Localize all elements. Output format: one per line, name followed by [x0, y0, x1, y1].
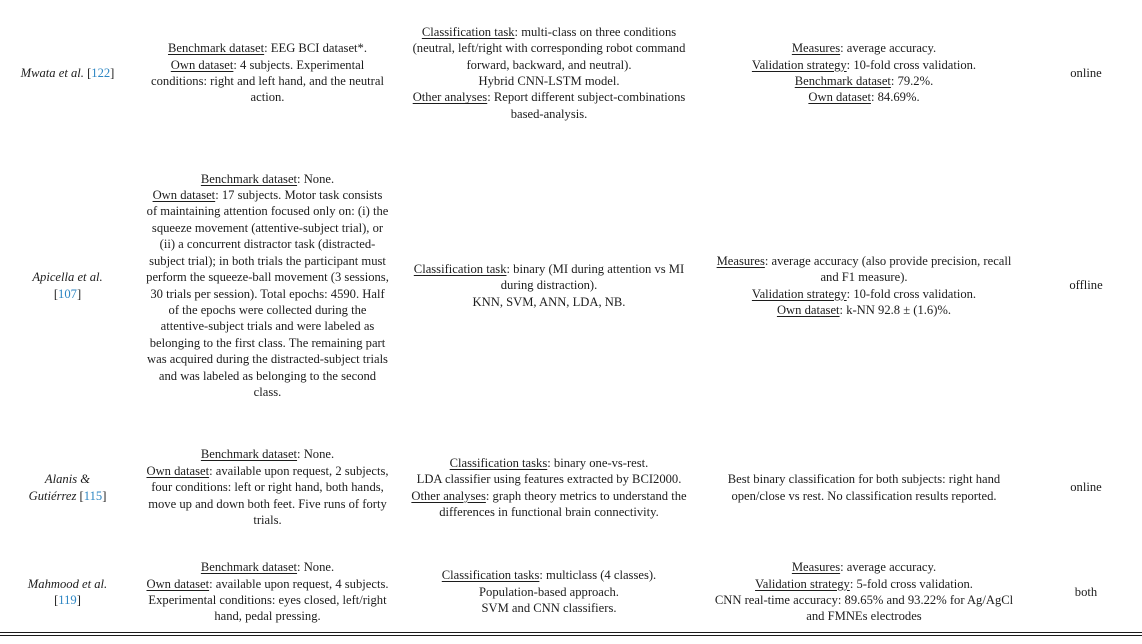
citation-link[interactable]: 122 [91, 65, 111, 80]
citation-link[interactable]: 107 [58, 286, 77, 301]
row-4-mode-cell [1030, 550, 1142, 634]
citation-link[interactable]: 119 [58, 593, 77, 607]
row-3-reference-cell: Alanis & Gutiérrez [115] [28, 472, 107, 503]
row-1-reference-cell: Mwata et al. [122] [20, 65, 115, 80]
row-2-reference-cell: Apicella et al. [107] [32, 270, 103, 301]
row-1-mode-cell [1030, 0, 1142, 146]
row-2-mode-value: offline [1069, 278, 1103, 293]
row-1-classification-task-cell: Classification task: multi-class on three conditions (neutral, left/right with corresponding robot command forward, backward, and neutral). Hybrid CNN-LSTM model. Other analyses: Report different subject-combinations based-analysis. [412, 24, 686, 121]
row-1-dataset-cell: Benchmark dataset: EEG BCI dataset*. Own dataset: 4 subjects. Experimental conditions: right and left hand, and the neutral action. [151, 41, 384, 105]
row-2-mode-cell [1030, 146, 1142, 425]
row-4-classification-task-cell: Classification tasks: multiclass (4 classes). Population-based approach. SVM and CNN classifiers. [441, 568, 657, 616]
row-3-dataset-cell: Benchmark dataset: None. Own dataset: available upon request, 2 subjects, four conditions: left or right hand, both hands, move up and down both feet. Five runs of forty trials. [146, 447, 389, 528]
row-2-dataset-cell: Benchmark dataset: None. Own dataset: 17 subjects. Motor task consists of maintaining attention focused only on: (i) the squeeze movement (attentive-subject trial), or (ii) a concurrent distractor task (distracted-subject trial); in both trials the participant must perform the squeeze-ball movement (3 sessions, 30 trials per session). Total epochs: 4590. Half of the epochs were collected during the attentive-subject trials and were labeled as belonging to the first class. The remaining part was acquired during the distracted-subject trials and was labeled as belonging to the second class. [146, 171, 389, 399]
row-2-classification-task-cell: Classification task: binary (MI during attention vs MI during distraction). KNN, SVM, ANN, LDA, NB. [413, 261, 685, 309]
row-4-mode-value: both [1074, 584, 1098, 599]
row-4-dataset-cell: Benchmark dataset: None. Own dataset: available upon request, 4 subjects. Experimental conditions: eyes closed, left/right hand, pedal pressing. [146, 560, 389, 624]
row-4-reference-cell: Mahmood et al. [119] [27, 576, 108, 607]
row-3-measures-cell: Best binary classification for both subjects: right hand open/close vs rest. No classification results reported. [727, 472, 1001, 503]
row-3-mode-cell [1030, 425, 1142, 550]
citation-link[interactable]: 115 [83, 488, 103, 503]
row-3-classification-task-cell: Classification tasks: binary one-vs-rest. LDA classifier using features extracted by BCI2000. Other analyses: graph theory metrics to understand the differences in functional brain connectivity. [411, 455, 687, 519]
row-2-measures-cell: Measures: average accuracy (also provide precision, recall and F1 measure). Validation strategy: 10-fold cross validation. Own dataset: k-NN 92.8 ± (1.6)%. [716, 253, 1012, 317]
row-4-measures-cell: Measures: average accuracy. Validation strategy: 5-fold cross validation. CNN real-time accuracy: 89.65% and 93.22% for Ag/AgCl and FMNEs electrodes [714, 560, 1014, 624]
row-1-mode-value: online [1070, 65, 1102, 80]
table-bottom-rule [0, 632, 1142, 636]
row-3-mode-value: online [1070, 480, 1102, 495]
row-1-measures-cell: Measures: average accuracy. Validation strategy: 10-fold cross validation. Benchmark dataset: 79.2%. Own dataset: 84.69%. [751, 41, 977, 105]
